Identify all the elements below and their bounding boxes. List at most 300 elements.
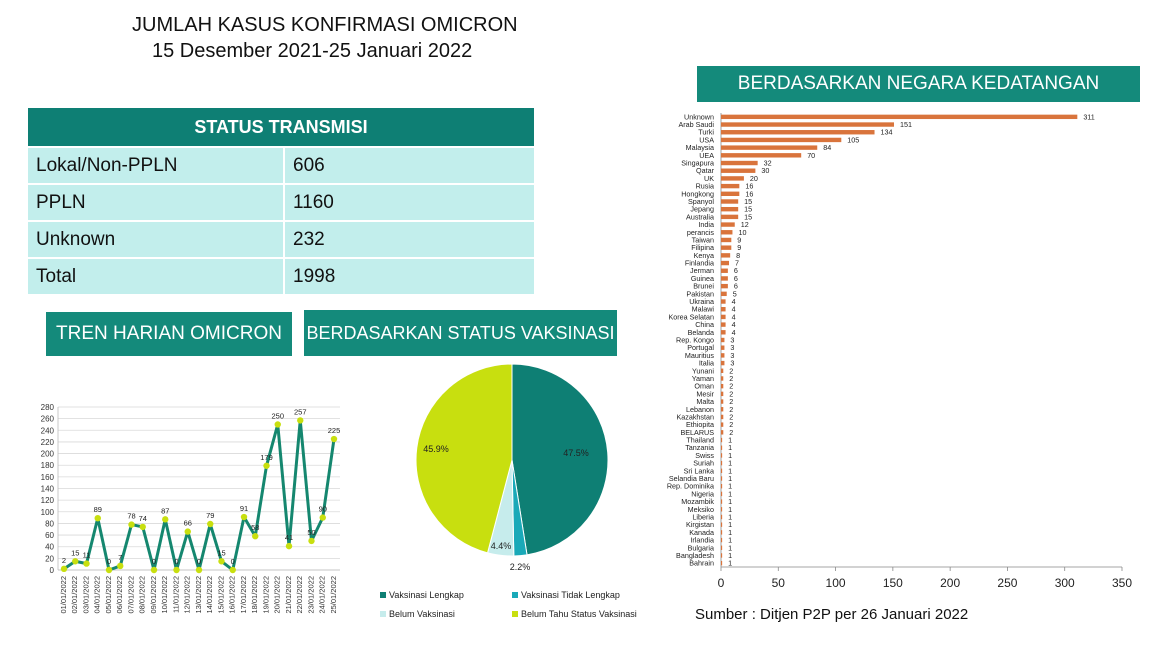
country-bar: [721, 199, 738, 203]
country-bar: [721, 484, 722, 488]
data-point: [95, 515, 101, 521]
legend-swatch: [380, 592, 386, 598]
country-value-label: 2: [729, 397, 734, 407]
row-value: 606: [284, 147, 534, 184]
country-label: Belanda: [687, 327, 714, 337]
x-tick-label: 01/01/2022: [58, 576, 68, 614]
country-bar: [721, 499, 722, 503]
table-row: [28, 184, 534, 221]
country-bar: [721, 161, 758, 165]
country-label: Oman: [694, 381, 714, 391]
country-value-label: 151: [900, 120, 913, 130]
data-label: 15: [71, 548, 80, 558]
country-label: Unknown: [684, 112, 714, 122]
country-label: Singapura: [681, 158, 714, 168]
country-bar: [721, 561, 722, 565]
country-bar: [721, 145, 817, 149]
country-label: Turki: [698, 127, 714, 137]
country-label: Mauritius: [684, 350, 714, 360]
x-tick-label: 19/01/2022: [261, 576, 271, 614]
row-label: Lokal/Non-PPLN: [28, 147, 284, 184]
data-point: [320, 514, 326, 520]
country-value-label: 1: [728, 512, 733, 522]
x-tick-label: 100: [825, 576, 846, 590]
table-row: [28, 221, 534, 258]
country-value-label: 15: [744, 204, 753, 214]
country-value-label: 10: [738, 227, 747, 237]
data-label: 41: [284, 533, 294, 543]
country-label: Ukraina: [689, 297, 714, 307]
country-value-label: 1: [728, 458, 733, 468]
data-label: 250: [271, 411, 285, 421]
y-tick-label: 100: [40, 507, 54, 517]
country-bar: [721, 538, 722, 542]
country-value-label: 16: [745, 181, 754, 191]
country-bar: [721, 438, 722, 442]
country-label: Sri Lanka: [683, 466, 714, 476]
country-label: Meksiko: [687, 504, 714, 514]
y-tick-label: 80: [45, 519, 54, 529]
country-value-label: 5: [732, 289, 737, 299]
legend-swatch: [512, 611, 518, 617]
country-bar: [721, 476, 722, 480]
country-label: Hongkong: [681, 189, 714, 199]
country-bar: [721, 369, 723, 373]
country-value-label: 2: [729, 366, 734, 376]
x-tick-label: 04/01/2022: [92, 576, 102, 614]
row-label: PPLN: [28, 184, 284, 221]
country-value-label: 1: [728, 481, 733, 491]
country-label: Jepang: [690, 204, 714, 214]
country-value-label: 2: [729, 389, 734, 399]
country-bar: [721, 415, 723, 419]
vaccination-header: BERDASARKAN STATUS VAKSINASI: [304, 310, 617, 356]
country-value-label: 8: [736, 250, 741, 260]
country-bar: [721, 515, 722, 519]
country-label: Rusia: [695, 181, 714, 191]
data-label: 89: [93, 505, 102, 515]
country-label: perancis: [686, 227, 714, 237]
country-value-label: 2: [729, 427, 734, 437]
country-value-label: 2: [729, 420, 734, 430]
country-label: Bulgaria: [687, 543, 714, 553]
country-bar: [721, 122, 894, 126]
data-label: 0: [230, 557, 235, 566]
country-value-label: 2: [729, 404, 734, 414]
x-tick-label: 17/01/2022: [238, 576, 248, 614]
country-bar: [721, 115, 1077, 119]
country-value-label: 2: [729, 373, 734, 383]
y-tick-label: 200: [40, 449, 54, 459]
country-bar: [721, 261, 729, 265]
data-label: 11: [82, 550, 91, 560]
y-tick-label: 260: [40, 414, 54, 424]
country-value-label: 6: [733, 281, 738, 291]
country-label: Italia: [698, 358, 714, 368]
country-label: Malaysia: [685, 143, 714, 153]
y-tick-label: 220: [40, 437, 54, 447]
country-value-label: 4: [731, 320, 736, 330]
data-point: [263, 463, 269, 469]
data-point: [196, 567, 202, 573]
country-label: Rep. Dominika: [666, 481, 714, 491]
country-bar: [721, 392, 723, 396]
country-value-label: 3: [730, 350, 735, 360]
country-bar-chart: [640, 105, 1153, 595]
x-tick-label: 0: [717, 576, 725, 590]
country-value-label: 9: [737, 235, 742, 245]
country-value-label: 30: [761, 166, 770, 176]
country-bar: [721, 253, 730, 257]
data-label: 58: [251, 523, 260, 533]
country-bar: [721, 469, 722, 473]
country-bar: [721, 169, 755, 173]
data-point: [275, 421, 281, 427]
country-label: Tanzania: [685, 443, 714, 453]
x-tick-label: 06/01/2022: [115, 576, 125, 614]
country-label: Brunei: [693, 281, 714, 291]
country-label: Liberia: [692, 512, 714, 522]
country-value-label: 105: [847, 135, 860, 145]
country-bar: [721, 446, 722, 450]
country-bar: [721, 138, 841, 142]
country-bar: [721, 376, 723, 380]
country-bar: [721, 453, 722, 457]
country-label: India: [698, 220, 714, 230]
country-value-label: 12: [740, 220, 749, 230]
data-label: 78: [127, 511, 136, 521]
country-label: Jerman: [690, 266, 714, 276]
data-point: [218, 558, 224, 564]
country-bar: [721, 407, 723, 411]
x-tick-label: 16/01/2022: [227, 576, 237, 614]
title-line-2: 15 Desember 2021-25 Januari 2022: [152, 40, 473, 62]
country-bar: [721, 176, 744, 180]
data-point: [117, 563, 123, 569]
country-bar: [721, 245, 731, 249]
row-label: Total: [28, 258, 284, 294]
country-value-label: 1: [728, 527, 733, 537]
data-point: [83, 560, 89, 566]
country-bar: [721, 461, 722, 465]
x-tick-label: 300: [1054, 576, 1075, 590]
country-label: Malawi: [691, 304, 714, 314]
slice-label: 4.4%: [490, 541, 512, 551]
country-bar: [721, 299, 726, 303]
y-tick-label: 180: [40, 461, 54, 471]
country-value-label: 1: [728, 504, 733, 514]
data-label: 90: [318, 504, 327, 514]
x-tick-label: 24/01/2022: [317, 576, 327, 614]
data-label: 87: [161, 506, 170, 516]
country-bar: [721, 269, 728, 273]
data-label: 225: [327, 426, 341, 436]
transmission-table: [28, 108, 534, 294]
country-value-label: 4: [731, 297, 736, 307]
x-tick-label: 09/01/2022: [148, 576, 158, 614]
country-bar: [721, 345, 724, 349]
trend-chart: [0, 395, 360, 635]
country-bar: [721, 353, 724, 357]
country-value-label: 1: [728, 550, 733, 560]
country-value-label: 1: [728, 450, 733, 460]
table-row: [28, 147, 534, 184]
country-bar: [721, 207, 738, 211]
data-label: 0: [151, 557, 157, 566]
y-tick-label: 0: [49, 566, 54, 575]
country-bar: [721, 284, 728, 288]
country-bar: [721, 315, 726, 319]
country-label: UEA: [699, 150, 714, 160]
country-value-label: 15: [744, 196, 753, 206]
country-bar: [721, 546, 722, 550]
country-bar: [721, 430, 723, 434]
country-label: Kazakhstan: [676, 412, 714, 422]
y-tick-label: 280: [40, 403, 54, 412]
table-row: [28, 258, 534, 294]
country-bar: [721, 384, 723, 388]
data-label: 0: [174, 557, 179, 566]
data-point: [162, 516, 168, 522]
data-point: [151, 567, 157, 573]
legend-label: Vaksinasi Tidak Lengkap: [521, 590, 620, 600]
x-tick-label: 13/01/2022: [193, 576, 203, 614]
country-value-label: 311: [1083, 112, 1095, 122]
country-bar: [721, 338, 724, 342]
data-label: 2: [61, 555, 67, 565]
data-label: 50: [307, 527, 316, 537]
country-value-label: 1: [728, 443, 733, 453]
country-label: Finlandia: [684, 258, 714, 268]
country-value-label: 2: [729, 381, 734, 391]
country-bar: [721, 215, 738, 219]
x-tick-label: 15/01/2022: [216, 576, 226, 614]
data-label: 91: [239, 504, 249, 514]
data-label: 66: [183, 518, 192, 528]
country-bar: [721, 307, 726, 311]
data-point: [308, 538, 314, 544]
vaccination-pie-chart: [370, 360, 655, 630]
x-tick-label: 20/01/2022: [272, 576, 282, 614]
data-point: [106, 567, 112, 573]
country-value-label: 1: [728, 474, 733, 484]
country-bar: [721, 276, 728, 280]
country-bar: [721, 492, 722, 496]
country-value-label: 16: [745, 189, 754, 199]
x-tick-label: 03/01/2022: [81, 576, 91, 614]
row-value: 232: [284, 221, 534, 258]
x-tick-label: 25/01/2022: [328, 576, 338, 614]
country-label: Pakistan: [686, 289, 714, 299]
country-bar: [721, 322, 726, 326]
data-label: 79: [206, 511, 215, 521]
x-tick-label: 21/01/2022: [283, 576, 293, 614]
data-label: 15: [217, 548, 226, 558]
country-bar: [721, 222, 735, 226]
country-label: Yunani: [692, 366, 714, 376]
data-point: [297, 417, 303, 423]
country-value-label: 1: [728, 466, 733, 476]
country-value-label: 6: [733, 273, 738, 283]
title-line-1: JUMLAH KASUS KONFIRMASI OMICRON: [132, 14, 518, 36]
country-bar: [721, 184, 739, 188]
country-label: Filipina: [691, 243, 714, 253]
data-label: 0: [196, 557, 202, 566]
country-bar: [721, 230, 732, 234]
trend-header: TREN HARIAN OMICRON: [46, 312, 292, 356]
country-label: Guinea: [690, 273, 714, 283]
country-label: Mesir: [696, 389, 714, 399]
country-label: USA: [699, 135, 714, 145]
x-tick-label: 350: [1111, 576, 1133, 590]
country-label: Irlandia: [690, 535, 714, 545]
country-label: Thailand: [686, 435, 714, 445]
country-bar: [721, 130, 875, 134]
country-value-label: 1: [728, 535, 733, 545]
data-point: [230, 567, 236, 573]
x-tick-label: 02/01/2022: [70, 576, 80, 614]
row-label: Unknown: [28, 221, 284, 258]
country-label: Bangladesh: [676, 550, 714, 560]
data-point: [286, 543, 292, 549]
y-tick-label: 240: [40, 426, 54, 436]
slice-label: 2.2%: [509, 562, 531, 572]
country-label: Qatar: [696, 166, 714, 176]
row-value: 1998: [284, 258, 534, 294]
x-tick-label: 07/01/2022: [126, 576, 136, 614]
country-value-label: 15: [744, 212, 753, 222]
row-value: 1160: [284, 184, 534, 221]
country-value-label: 1: [728, 558, 733, 568]
y-tick-label: 140: [40, 484, 54, 494]
country-label: Yaman: [691, 373, 714, 383]
data-label: 179: [260, 452, 273, 462]
legend-label: Vaksinasi Lengkap: [389, 590, 464, 600]
country-value-label: 4: [731, 304, 736, 314]
data-point: [252, 533, 258, 539]
country-value-label: 7: [735, 258, 740, 268]
country-label: Lebanon: [686, 404, 714, 414]
country-label: Swiss: [695, 450, 714, 460]
x-tick-label: 50: [771, 576, 785, 590]
data-label: 7: [118, 552, 123, 562]
country-bar: [721, 422, 723, 426]
x-tick-label: 14/01/2022: [205, 576, 215, 614]
country-value-label: 1: [728, 520, 733, 530]
y-tick-label: 20: [45, 554, 54, 564]
country-bar: [721, 553, 722, 557]
country-label: Portugal: [687, 343, 714, 353]
data-point: [61, 566, 67, 572]
country-label: Kirgistan: [686, 520, 714, 530]
legend-swatch: [380, 611, 386, 617]
country-value-label: 1: [728, 543, 733, 553]
data-point: [173, 567, 179, 573]
country-value-label: 84: [823, 143, 832, 153]
data-point: [185, 528, 191, 534]
country-label: Rep. Kongo: [676, 335, 714, 345]
country-label: China: [695, 320, 714, 330]
transmission-table-header: STATUS TRANSMISI: [28, 108, 534, 147]
data-point: [140, 524, 146, 530]
x-tick-label: 11/01/2022: [171, 576, 181, 613]
country-label: Selandia Baru: [668, 474, 714, 484]
country-value-label: 4: [731, 327, 736, 337]
x-tick-label: 200: [940, 576, 961, 590]
data-label: 257: [293, 407, 307, 417]
country-value-label: 134: [880, 127, 893, 137]
y-tick-label: 40: [45, 542, 54, 552]
data-label: 74: [138, 513, 147, 523]
country-label: UK: [704, 173, 714, 183]
x-tick-label: 05/01/2022: [103, 576, 113, 614]
country-bar: [721, 292, 727, 296]
x-tick-label: 10/01/2022: [160, 576, 170, 614]
country-header: BERDASARKAN NEGARA KEDATANGAN: [697, 66, 1140, 102]
country-value-label: 3: [730, 343, 735, 353]
country-label: Suriah: [693, 458, 714, 468]
country-value-label: 9: [737, 243, 742, 253]
country-label: Ethiopita: [686, 420, 714, 430]
country-label: Spanyol: [688, 196, 714, 206]
x-tick-label: 22/01/2022: [295, 576, 305, 614]
data-point: [331, 436, 337, 442]
legend-label: Belum Tahu Status Vaksinasi: [521, 609, 637, 619]
data-point: [72, 558, 78, 564]
country-value-label: 70: [807, 150, 816, 160]
country-value-label: 6: [733, 266, 738, 276]
country-label: Korea Selatan: [668, 312, 714, 322]
country-label: Malta: [696, 397, 714, 407]
data-point: [207, 521, 213, 527]
page-title: [130, 12, 530, 64]
trend-series-line: [61, 420, 334, 570]
country-bar: [721, 507, 722, 511]
slice-label: 47.5%: [563, 448, 589, 458]
slice-label: 45.9%: [423, 444, 449, 454]
country-bar: [721, 330, 726, 334]
legend-swatch: [512, 592, 518, 598]
country-value-label: 1: [728, 489, 733, 499]
country-bar: [721, 530, 722, 534]
country-label: BELARUS: [680, 427, 714, 437]
country-label: Nigeria: [691, 489, 714, 499]
data-point: [241, 514, 247, 520]
country-label: Arab Saudi: [678, 120, 714, 130]
country-value-label: 4: [731, 312, 736, 322]
x-tick-label: 250: [997, 576, 1018, 590]
country-bar: [721, 153, 801, 157]
x-tick-label: 150: [882, 576, 903, 590]
pie-slice: [512, 364, 608, 555]
source-note: Sumber : Ditjen P2P per 26 Januari 2022: [695, 606, 969, 623]
country-label: Bahrain: [689, 558, 714, 568]
country-value-label: 1: [728, 497, 733, 507]
country-value-label: 2: [729, 412, 734, 422]
y-tick-label: 160: [40, 472, 54, 482]
country-value-label: 20: [749, 173, 758, 183]
y-tick-label: 120: [40, 496, 54, 506]
country-bar: [721, 522, 722, 526]
country-value-label: 3: [730, 358, 735, 368]
y-tick-label: 60: [45, 531, 54, 541]
country-bar: [721, 361, 724, 365]
data-label: 0: [106, 557, 112, 566]
country-value-label: 3: [730, 335, 735, 345]
country-bar: [721, 399, 723, 403]
country-label: Kenya: [693, 250, 714, 260]
country-label: Mozambik: [681, 497, 714, 507]
